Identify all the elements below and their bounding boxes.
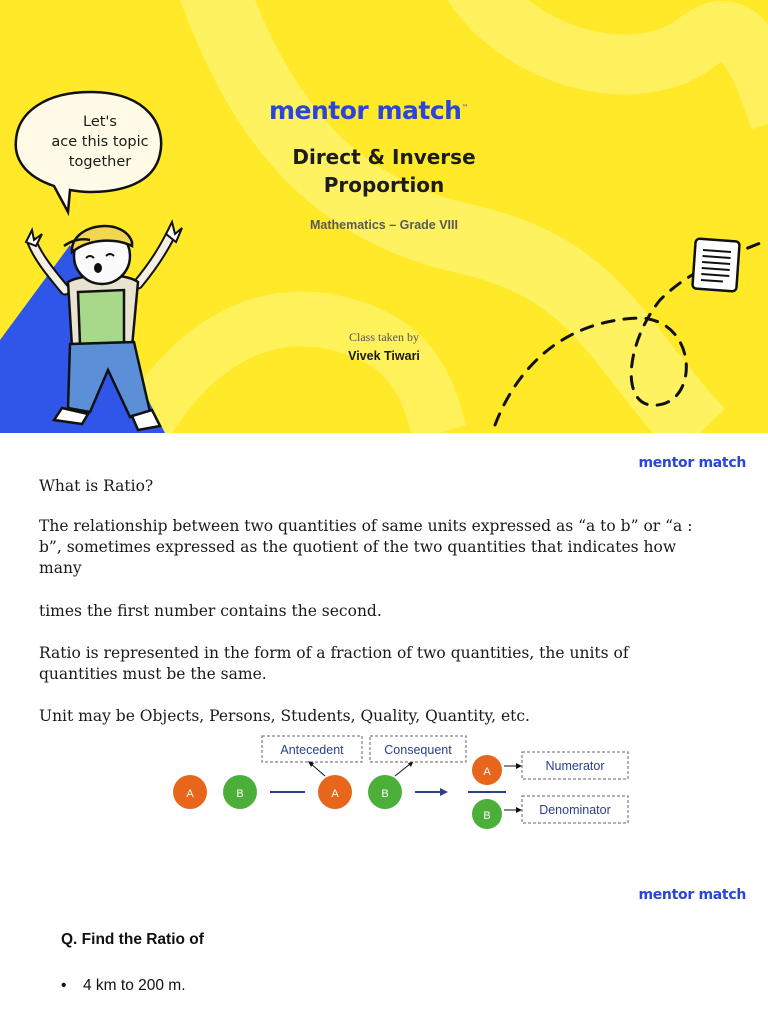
svg-text:Denominator: Denominator bbox=[539, 803, 611, 817]
lesson-subtitle: Mathematics – Grade VIII bbox=[310, 218, 458, 232]
ratio-definition: The relationship between two quantities of same units expressed as “a to b” or “a : b”, sometimes expressed as the quotient of the two quantities that indicates how many bbox=[39, 517, 693, 577]
svg-text:Consequent: Consequent bbox=[384, 743, 452, 757]
question-title: Q. Find the Ratio of bbox=[61, 931, 204, 948]
brand-logo: mentor match™ bbox=[269, 96, 468, 125]
ratio-units-note: Unit may be Objects, Persons, Students, Quality, Quantity, etc. bbox=[39, 707, 530, 725]
brand-logo-small: mentor match bbox=[638, 887, 746, 903]
svg-text:Numerator: Numerator bbox=[545, 759, 605, 773]
svg-text:A: A bbox=[186, 788, 194, 800]
svg-text:B: B bbox=[381, 788, 389, 800]
kid-mascot-icon bbox=[20, 212, 195, 433]
slide-heading: What is Ratio? bbox=[39, 477, 154, 495]
question-slide bbox=[0, 865, 768, 1024]
brand-logo-small: mentor match bbox=[638, 455, 746, 471]
svg-text:A: A bbox=[331, 788, 339, 800]
ratio-fraction-note: Ratio is represented in the form of a fraction of two quantities, the units of quantities must be the same. bbox=[39, 644, 629, 683]
class-taken-label: Class taken by bbox=[349, 330, 419, 344]
question-item-text: 4 km to 200 m. bbox=[83, 977, 186, 994]
svg-text:B: B bbox=[236, 788, 244, 800]
lesson-title: Direct & Inverse Proportion bbox=[292, 145, 476, 197]
svg-text:Antecedent: Antecedent bbox=[280, 743, 344, 757]
svg-text:A: A bbox=[483, 766, 491, 778]
teacher-name: Vivek Tiwari bbox=[348, 349, 420, 363]
speech-bubble-text: Let's ace this topic together bbox=[51, 114, 149, 170]
cover-slide bbox=[0, 0, 768, 433]
notepad-icon bbox=[690, 236, 746, 294]
ratio-diagram bbox=[150, 730, 650, 840]
svg-text:B: B bbox=[483, 810, 491, 822]
ratio-slide bbox=[0, 433, 768, 865]
bullet-point: • bbox=[61, 977, 67, 994]
ratio-definition-cont: times the first number contains the second. bbox=[39, 602, 382, 620]
question-item bbox=[61, 977, 186, 995]
consequent-pointer bbox=[395, 764, 410, 776]
